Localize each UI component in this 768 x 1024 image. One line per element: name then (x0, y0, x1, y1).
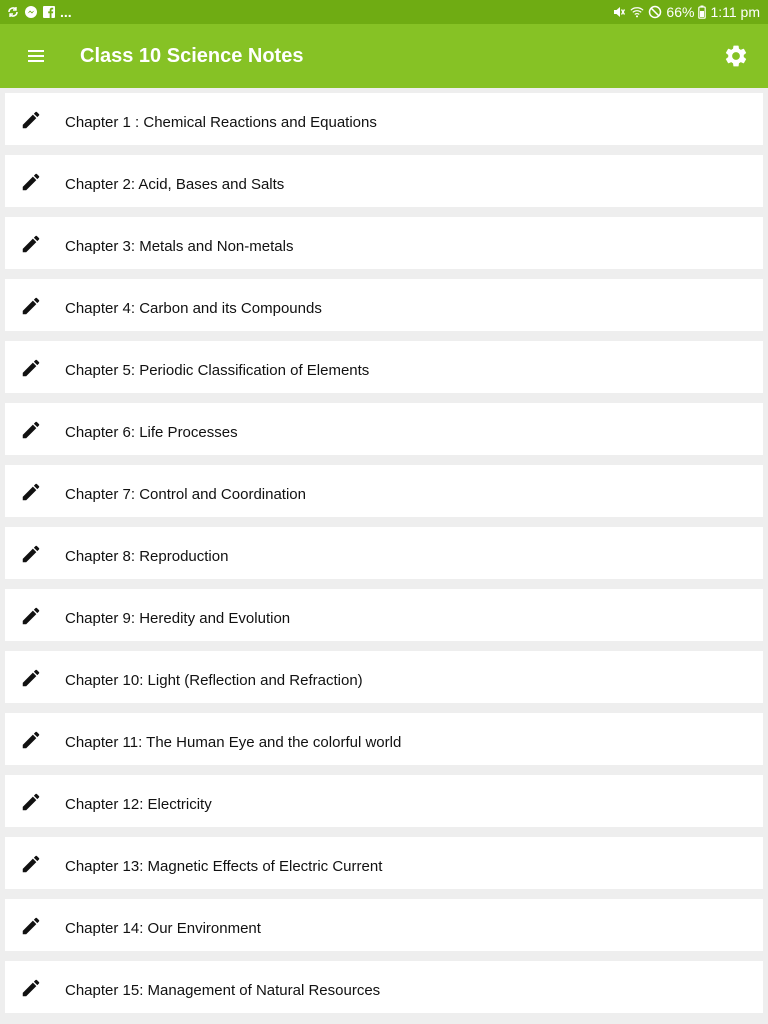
gear-icon (723, 43, 749, 69)
chapter-item[interactable] (5, 217, 763, 269)
edit-icon (20, 667, 42, 689)
chapter-item[interactable] (5, 837, 763, 889)
settings-button[interactable] (714, 34, 758, 78)
edit-icon (20, 295, 42, 317)
chapter-item[interactable] (5, 713, 763, 765)
status-left (6, 3, 72, 21)
edit-icon (20, 419, 42, 441)
edit-icon (20, 543, 42, 565)
chapter-label: Chapter 4: Carbon and its Compounds (65, 300, 322, 317)
block-icon (648, 5, 662, 19)
chapter-item[interactable] (5, 341, 763, 393)
app-bar (0, 24, 768, 88)
chapter-item[interactable] (5, 93, 763, 145)
chapter-item[interactable] (5, 155, 763, 207)
edit-icon (20, 915, 42, 937)
chapter-label: Chapter 5: Periodic Classification of Elements (65, 362, 370, 379)
sync-icon (6, 5, 20, 19)
chapter-label: Chapter 10: Light (Reflection and Refraction) (65, 672, 363, 689)
clock: 1:11 pm (710, 4, 760, 20)
chapter-item[interactable] (5, 527, 763, 579)
chapter-label: Chapter 8: Reproduction (65, 548, 229, 565)
battery-icon (698, 5, 706, 19)
wifi-icon (630, 5, 644, 19)
edit-icon (20, 853, 42, 875)
chapter-item[interactable] (5, 961, 763, 1013)
edit-icon (20, 977, 42, 999)
menu-button[interactable] (14, 34, 58, 78)
chapter-label: Chapter 6: Life Processes (65, 424, 238, 441)
chapter-label: Chapter 14: Our Environment (65, 920, 261, 937)
edit-icon (20, 605, 42, 627)
edit-icon (20, 171, 42, 193)
chapter-label: Chapter 11: The Human Eye and the colorful world (65, 734, 402, 751)
chapter-label: Chapter 12: Electricity (65, 796, 212, 813)
chapter-item[interactable] (5, 651, 763, 703)
chapter-item[interactable] (5, 899, 763, 951)
edit-icon (20, 357, 42, 379)
battery-percent: 66% (666, 4, 695, 20)
edit-icon (20, 791, 42, 813)
page-title: Class 10 Science Notes (80, 45, 304, 67)
chapter-label: Chapter 15: Management of Natural Resources (65, 982, 381, 999)
messenger-icon (24, 5, 38, 19)
chapter-label: Chapter 13: Magnetic Effects of Electric Current (65, 858, 383, 875)
chapter-label: Chapter 3: Metals and Non-metals (65, 238, 294, 255)
chapter-item[interactable] (5, 279, 763, 331)
chapter-item[interactable] (5, 403, 763, 455)
chapter-label: Chapter 1 : Chemical Reactions and Equations (65, 114, 377, 131)
edit-icon (20, 481, 42, 503)
chapter-label: Chapter 9: Heredity and Evolution (65, 610, 291, 627)
status-right (612, 3, 760, 21)
chapter-item[interactable] (5, 465, 763, 517)
chapter-item[interactable] (5, 775, 763, 827)
facebook-icon (42, 5, 56, 19)
edit-icon (20, 233, 42, 255)
mute-icon (612, 5, 626, 19)
edit-icon (20, 729, 42, 751)
chapter-label: Chapter 7: Control and Coordination (65, 486, 306, 503)
overflow-text: ... (60, 4, 72, 20)
chapter-label: Chapter 2: Acid, Bases and Salts (65, 176, 285, 193)
status-bar (0, 0, 768, 24)
chapter-item[interactable] (5, 589, 763, 641)
menu-icon (26, 48, 46, 64)
edit-icon (20, 109, 42, 131)
